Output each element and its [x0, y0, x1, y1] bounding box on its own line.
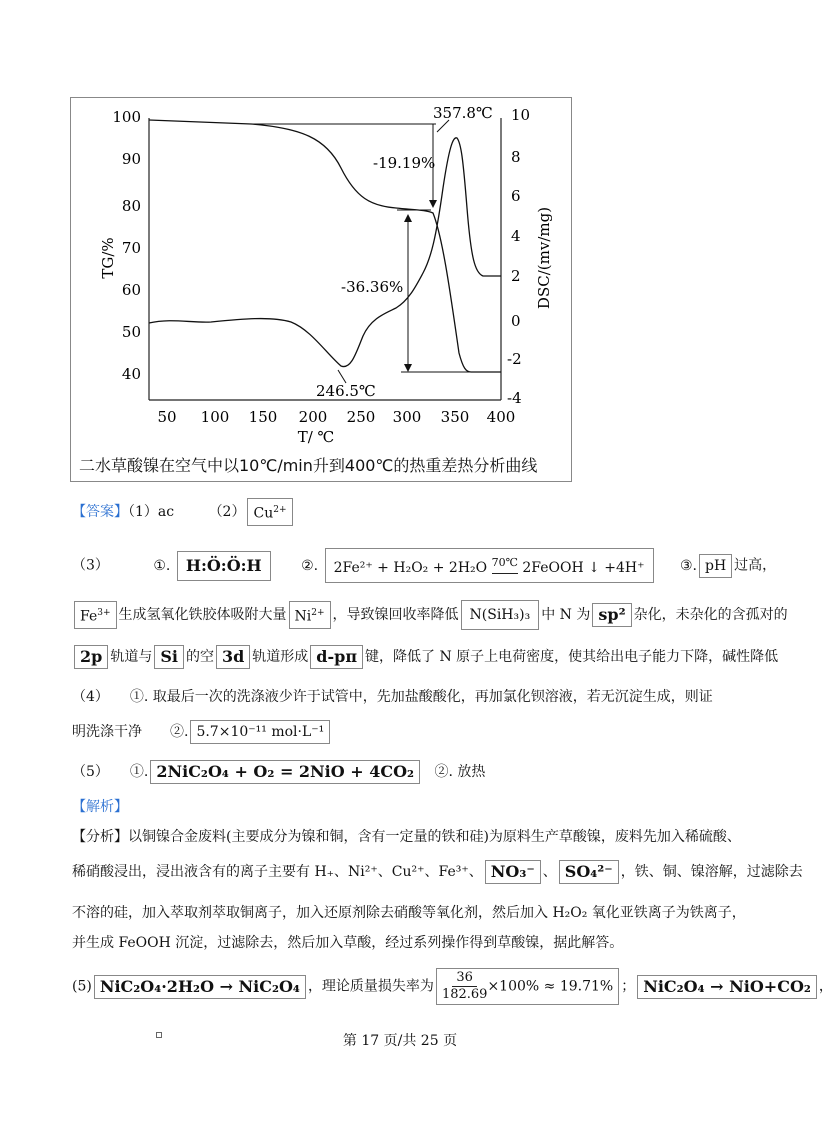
q3-c1: ①.	[153, 557, 171, 574]
q3-c3: ③.	[679, 557, 697, 574]
q4-tail: 明洗涤干净 ②.	[72, 724, 189, 740]
sulfate-box: SO₄²⁻	[559, 860, 619, 884]
analysis-p4: 并生成 FeOOH 沉淀，过滤除去，然后加入草酸，经过系列操作得到草酸镍，据此解答。	[72, 935, 624, 951]
q3-tail: 过高，	[734, 557, 777, 574]
loss2-label: -36.36%	[341, 278, 404, 296]
y-left-label: TG/%	[99, 237, 117, 279]
y-right-tick: 8	[511, 148, 521, 166]
y-left-tick: 70	[121, 239, 141, 257]
x-tick: 100	[200, 408, 230, 426]
text: ，	[818, 978, 833, 995]
q3-prefix: （3）	[72, 557, 109, 574]
answer-line-6: （4） ①. 取最后一次的洗涤液少许于试管中，先加盐酸酸化，再加氯化钡溶液，若无沉淀生成，则证	[72, 689, 713, 705]
x-tick: 50	[157, 408, 177, 426]
trisilylamine-box: N(SiH₃)₃	[461, 600, 540, 630]
y-left-tick: 40	[121, 365, 141, 383]
dsc-curve	[149, 138, 501, 367]
q1-answer: （1）ac	[128, 503, 175, 520]
y-left-tick: 100	[112, 108, 141, 126]
text: 生成氢氧化铁胶体吸附大量	[118, 607, 287, 623]
loss1-label: -19.19%	[373, 154, 436, 172]
q5-tail: ②. 放热	[434, 764, 486, 780]
answer-line-1	[72, 498, 295, 526]
y-right-tick: 2	[511, 267, 521, 285]
fe-ion-box: $Fe^{3+}$	[74, 601, 117, 629]
text: (5)	[72, 978, 92, 995]
nitrate-box: NO₃⁻	[485, 860, 541, 884]
tg-dsc-chart	[71, 98, 571, 453]
y-right-tick: 0	[511, 312, 521, 330]
text: 杂化，未杂化的含孤对的	[633, 607, 788, 623]
answer-line-3	[72, 548, 776, 583]
answer-line-4	[72, 600, 788, 630]
ksp-box: 5.7×10⁻¹¹ mol·L⁻¹	[190, 720, 330, 744]
text: 键，降低了 N 原子上电荷密度，使其给出电子能力下降，碱性降低	[365, 649, 779, 665]
answer-line-5	[72, 645, 778, 669]
analysis-p2: 稀硝酸浸出，浸出液含有的离子主要有 H₊、Ni²⁺、Cu²⁺、Fe³⁺、 NO₃⁻ 、 SO₄²⁻ ，铁、铜、镍溶解，过滤除去	[72, 860, 803, 884]
answer-label: 【答案】	[72, 503, 128, 520]
y-left-tick: 80	[121, 197, 141, 215]
y-right-tick: 6	[511, 187, 521, 205]
x-tick: 350	[440, 408, 470, 426]
analysis-p5	[72, 968, 833, 1005]
tg-dsc-figure	[70, 97, 572, 482]
answer-line-8	[72, 760, 485, 784]
x-tick: 400	[486, 408, 516, 426]
x-tick: 300	[392, 408, 422, 426]
y-right-tick: -4	[507, 389, 522, 407]
fe-oxidation-equation: 2Fe²⁺ + H₂O₂ + 2H₂O 70℃ 2FeOOH ↓ +4H⁺	[325, 548, 654, 583]
nic2o4-oxidation-box: 2NiC₂O₄ + O₂ = 2NiO + 4CO₂	[150, 760, 420, 784]
x-tick: 150	[248, 408, 278, 426]
dp-pi-box: d-pπ	[310, 645, 363, 669]
y-left-tick: 50	[121, 323, 141, 341]
cu-ion-box: $Cu^{2+}$	[247, 498, 292, 526]
analysis-p1: 【分析】以铜镍合金废料(主要成分为镍和铜，含有一定量的铁和硅)为原料生产草酸镍，废料先加入稀硫酸、	[72, 829, 741, 845]
y-left-tick: 90	[121, 150, 141, 168]
text: ；	[621, 978, 636, 995]
text: 中 N 为	[541, 607, 591, 623]
analysis-label: 【解析】	[72, 799, 128, 815]
dehydration-box: NiC₂O₄·2H₂O → NiC₂O₄	[94, 975, 306, 999]
h2o2-lewis-box: H:Ö:Ö:H	[177, 551, 271, 581]
x-tick: 200	[298, 408, 328, 426]
y-right-label: DSC/(mv/mg)	[535, 206, 553, 310]
trough-label: 246.5℃	[316, 382, 376, 400]
q5-prefix: （5） ①.	[72, 764, 149, 780]
y-right-tick: 4	[511, 227, 521, 245]
text: 的空	[185, 649, 214, 665]
text: ，铁、铜、镍溶解，过滤除去	[620, 864, 803, 880]
figure-caption: 二水草酸镍在空气中以10℃/min升到400℃的热重差热分析曲线	[79, 456, 538, 475]
q2-prefix: （2）	[208, 503, 246, 520]
text: ，导致镍回收率降低	[332, 607, 459, 623]
peak-label: 357.8℃	[433, 104, 493, 122]
si-box: Si	[154, 645, 184, 669]
text: 轨道形成	[252, 649, 309, 665]
text: ，理论质量损失率为	[307, 978, 434, 995]
mass-loss-box: $\frac{36}{182.69}$ ×100% ≈ 19.71%	[436, 968, 619, 1005]
decomposition-box: NiC₂O₄ → NiO+CO₂	[637, 975, 817, 999]
ni-ion-box: $Ni^{2+}$	[289, 601, 331, 629]
y-right-tick: 10	[511, 106, 531, 124]
2p-box: 2p	[74, 645, 108, 669]
sp2-box: sp²	[592, 603, 631, 627]
x-tick: 250	[346, 408, 376, 426]
text: 轨道与	[110, 649, 153, 665]
ph-box: pH	[699, 554, 732, 578]
3d-box: 3d	[216, 645, 250, 669]
page-footer: 第 17 页/共 25 页	[342, 1033, 458, 1049]
answer-line-7	[72, 720, 332, 744]
y-right-tick: -2	[507, 350, 522, 368]
x-axis-label: T/ ℃	[297, 428, 335, 446]
y-left-tick: 60	[121, 281, 141, 299]
q3-c2: ②.	[301, 557, 319, 574]
analysis-p3: 不溶的硅，加入萃取剂萃取铜离子，加入还原剂除去硝酸等氧化剂，然后加入 H₂O₂ 氧化亚铁离子为铁离子，	[72, 905, 746, 921]
text: 稀硝酸浸出，浸出液含有的离子主要有 H₊、Ni²⁺、Cu²⁺、Fe³⁺、	[72, 864, 483, 880]
